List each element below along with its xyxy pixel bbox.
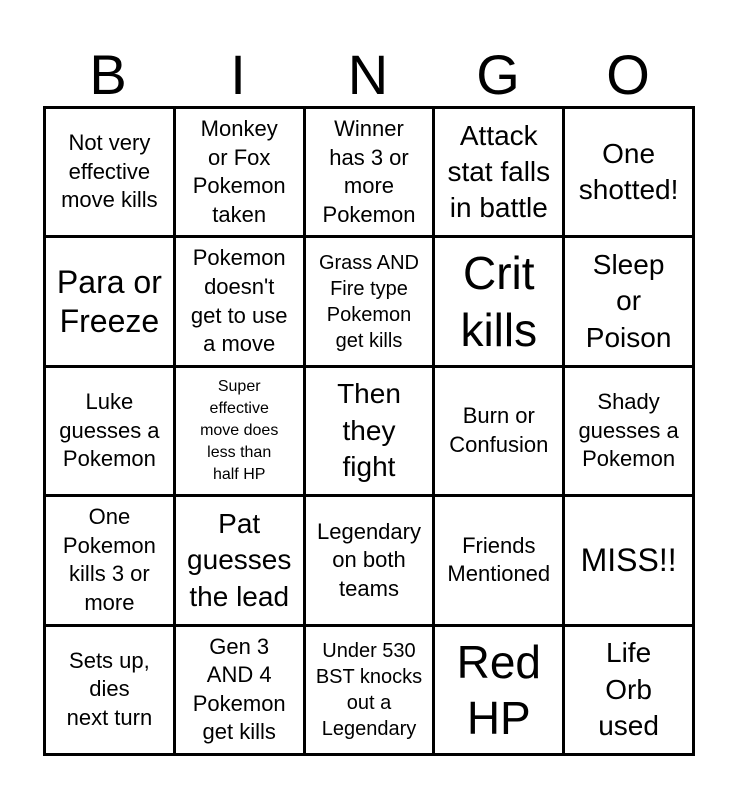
bingo-cell[interactable]	[46, 497, 176, 626]
bingo-cell[interactable]	[435, 109, 565, 238]
bingo-cell[interactable]	[46, 238, 176, 367]
cell-text: Para or Freeze	[56, 264, 162, 339]
bingo-cell[interactable]	[306, 368, 436, 497]
bingo-cell[interactable]	[306, 238, 436, 367]
bingo-cell[interactable]	[565, 627, 695, 756]
header-letter-i: I	[230, 43, 246, 106]
cell-text: Shady guesses a Pokemon	[578, 389, 679, 472]
cell-text: Pokemon doesn't get to use a move	[190, 245, 288, 357]
bingo-cell[interactable]	[306, 109, 436, 238]
header-letter-b: B	[89, 43, 127, 106]
bingo-cell[interactable]	[46, 368, 176, 497]
cell-text: MISS!!	[580, 542, 677, 579]
bingo-cell[interactable]	[565, 368, 695, 497]
cell-text: One shotted!	[578, 137, 679, 206]
cell-text: Pat guesses the lead	[187, 507, 292, 612]
bingo-cell[interactable]	[306, 497, 436, 626]
header-letter-n: N	[347, 43, 389, 106]
cell-text: Not very effective move kills	[61, 130, 158, 213]
cell-text: Luke guesses a Pokemon	[59, 389, 160, 472]
cell-text: Attack stat falls in battle	[447, 119, 551, 224]
bingo-cell[interactable]	[176, 238, 306, 367]
cell-text: Super effective move does less than half HP	[200, 377, 279, 484]
bingo-cell[interactable]	[435, 627, 565, 756]
bingo-cell[interactable]	[565, 109, 695, 238]
header-letter-o: O	[606, 43, 650, 106]
bingo-cell[interactable]	[435, 238, 565, 367]
header-letter-g: G	[476, 43, 520, 106]
cell-text: Sets up, dies next turn	[66, 647, 153, 731]
bingo-cell[interactable]	[46, 627, 176, 756]
bingo-cell[interactable]	[435, 497, 565, 626]
cell-text: Monkey or Fox Pokemon taken	[192, 116, 286, 227]
cell-text: Winner has 3 or more Pokemon	[322, 116, 416, 227]
cell-text: Life Orb used	[598, 637, 659, 741]
bingo-cell[interactable]	[435, 368, 565, 497]
cell-text: Crit kills	[460, 247, 538, 356]
bingo-board	[43, 106, 695, 756]
bingo-cell[interactable]	[306, 627, 436, 756]
cell-text: Gen 3 AND 4 Pokemon get kills	[192, 633, 286, 745]
bingo-cell[interactable]	[46, 109, 176, 238]
bingo-cell[interactable]	[176, 497, 306, 626]
cell-text: One Pokemon kills 3 or more	[62, 504, 156, 615]
bingo-cell[interactable]	[565, 497, 695, 626]
cell-text: Grass AND Fire type Pokemon get kills	[318, 251, 419, 352]
cell-text: Sleep or Poison	[585, 249, 672, 353]
cell-text: Then they fight	[337, 378, 401, 483]
cell-text: Legendary on both teams	[317, 518, 421, 601]
bingo-cell[interactable]	[176, 368, 306, 497]
cell-text: Friends Mentioned	[447, 532, 551, 587]
bingo-cell[interactable]	[176, 627, 306, 756]
cell-text: Red HP	[456, 635, 541, 744]
bingo-cell[interactable]	[565, 238, 695, 367]
cell-text: Burn or Confusion	[449, 403, 549, 457]
bingo-header	[43, 44, 693, 106]
bingo-cell[interactable]	[176, 109, 306, 238]
cell-text: Under 530 BST knocks out a Legendary	[315, 639, 423, 740]
